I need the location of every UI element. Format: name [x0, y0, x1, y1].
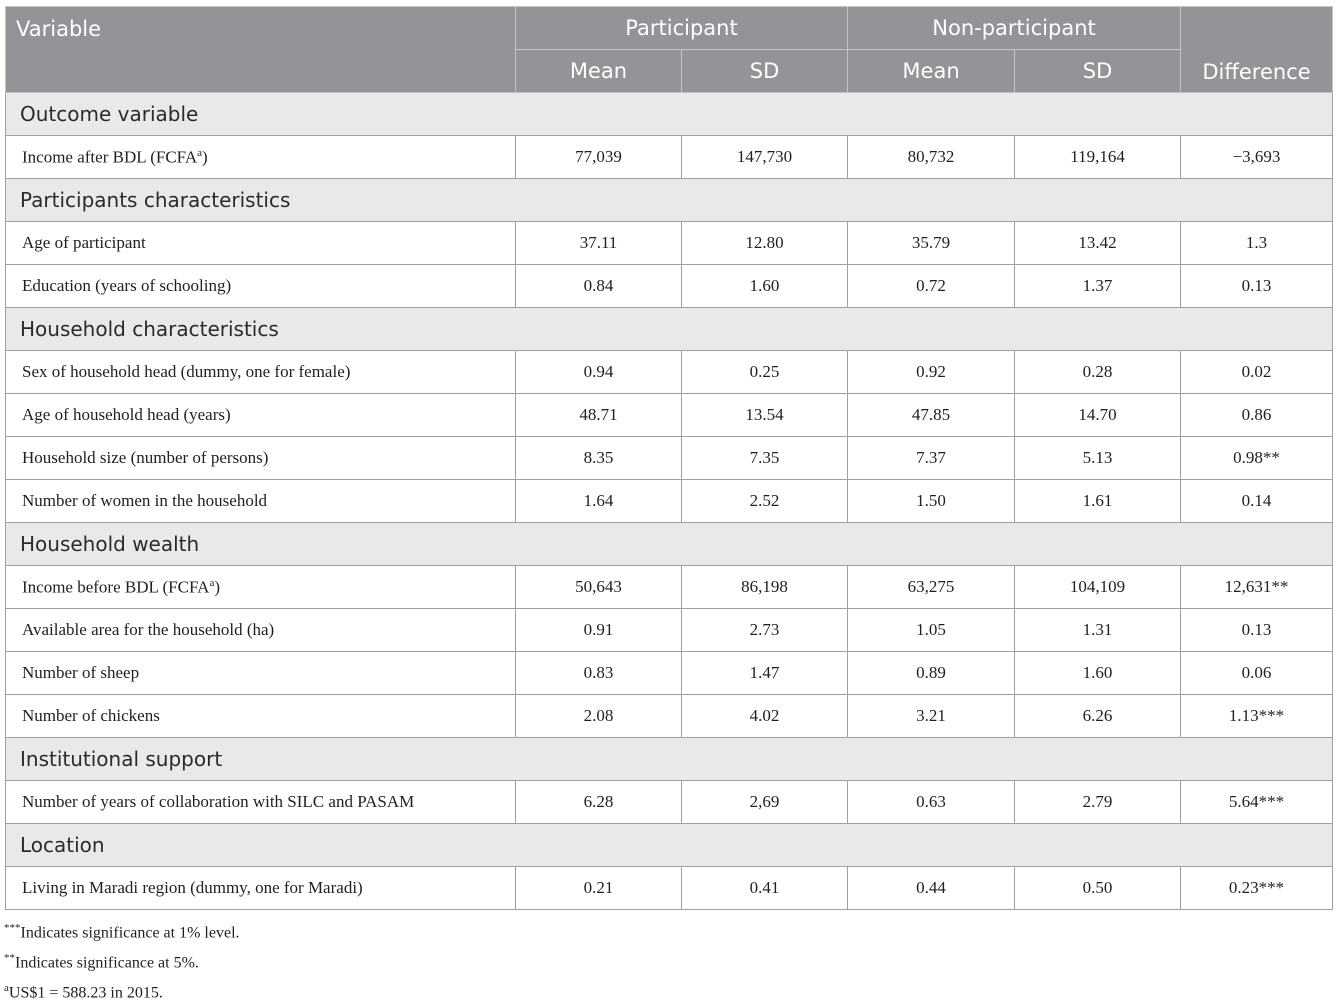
- row-label-text: Number of sheep: [22, 663, 140, 682]
- participant-sd-cell: 0.25: [682, 351, 848, 394]
- footnote: [4, 976, 240, 1005]
- non-participant-mean-cell: 47.85: [848, 394, 1015, 437]
- section-title: Household characteristics: [6, 308, 1333, 351]
- table-row: [6, 437, 1333, 480]
- table-row: [6, 867, 1333, 910]
- participant-mean-cell: 0.91: [516, 609, 682, 652]
- row-label-text: Number of women in the household: [22, 491, 268, 510]
- participant-mean-cell: 0.84: [516, 265, 682, 308]
- table-row: [6, 695, 1333, 738]
- row-label: [6, 351, 516, 394]
- non-participant-sd-cell: 6.26: [1015, 695, 1181, 738]
- section-title: Participants characteristics: [6, 179, 1333, 222]
- participant-mean-cell: 48.71: [516, 394, 682, 437]
- participant-sd-cell: 2.52: [682, 480, 848, 523]
- section-row: [6, 93, 1333, 136]
- non-participant-sd-cell: 1.31: [1015, 609, 1181, 652]
- non-participant-mean-cell: 80,732: [848, 136, 1015, 179]
- participant-mean-cell: 1.64: [516, 480, 682, 523]
- table-row: [6, 136, 1333, 179]
- header-difference: Difference: [1181, 7, 1333, 93]
- non-participant-sd-cell: 1.37: [1015, 265, 1181, 308]
- section-row: [6, 179, 1333, 222]
- table-row: [6, 394, 1333, 437]
- header-participant: Participant: [516, 7, 848, 50]
- participant-mean-cell: 8.35: [516, 437, 682, 480]
- participant-sd-cell: 2,69: [682, 781, 848, 824]
- participant-sd-cell: 13.54: [682, 394, 848, 437]
- section-title: Household wealth: [6, 523, 1333, 566]
- difference-cell: 5.64***: [1181, 781, 1333, 824]
- table-row: [6, 609, 1333, 652]
- row-label: [6, 867, 516, 910]
- participant-sd-cell: 0.41: [682, 867, 848, 910]
- table-row: [6, 652, 1333, 695]
- non-participant-mean-cell: 3.21: [848, 695, 1015, 738]
- section-row: [6, 824, 1333, 867]
- non-participant-mean-cell: 63,275: [848, 566, 1015, 609]
- section-row: [6, 523, 1333, 566]
- non-participant-sd-cell: 0.50: [1015, 867, 1181, 910]
- non-participant-mean-cell: 1.05: [848, 609, 1015, 652]
- non-participant-sd-cell: 5.13: [1015, 437, 1181, 480]
- row-label: [6, 437, 516, 480]
- summary-statistics-table: [5, 6, 1333, 910]
- difference-cell: 12,631**: [1181, 566, 1333, 609]
- row-label: [6, 695, 516, 738]
- table-row: [6, 222, 1333, 265]
- participant-sd-cell: 2.73: [682, 609, 848, 652]
- footnote-text: Indicates significance at 1% level.: [20, 924, 240, 942]
- footnote-mark: a: [4, 981, 9, 994]
- row-label-text: Age of household head (years): [22, 405, 231, 424]
- section-title: Institutional support: [6, 738, 1333, 781]
- participant-sd-cell: 86,198: [682, 566, 848, 609]
- row-label: [6, 480, 516, 523]
- footnote-text: US$1 = 588.23 in 2015.: [8, 983, 163, 1001]
- table-footnotes: [4, 916, 240, 1005]
- table-row: [6, 781, 1333, 824]
- difference-cell: 0.13: [1181, 609, 1333, 652]
- section-row: [6, 738, 1333, 781]
- row-label-text: Age of participant: [22, 233, 146, 252]
- footnote-text: Indicates significance at 5%.: [15, 954, 199, 972]
- table-row: [6, 351, 1333, 394]
- participant-sd-cell: 1.47: [682, 652, 848, 695]
- table-row: [6, 265, 1333, 308]
- section-row: [6, 308, 1333, 351]
- row-label: [6, 781, 516, 824]
- participant-mean-cell: 2.08: [516, 695, 682, 738]
- non-participant-mean-cell: 0.44: [848, 867, 1015, 910]
- section-title: Outcome variable: [6, 93, 1333, 136]
- row-label-text: Available area for the household (ha): [22, 620, 275, 639]
- footnote: [4, 916, 240, 946]
- row-label-text: Number of chickens: [22, 706, 160, 725]
- row-label: [6, 394, 516, 437]
- non-participant-mean-cell: 0.92: [848, 351, 1015, 394]
- table-row: [6, 566, 1333, 609]
- participant-mean-cell: 50,643: [516, 566, 682, 609]
- header-non-participant-mean: Mean: [848, 50, 1015, 93]
- table-row: [6, 480, 1333, 523]
- participant-mean-cell: 37.11: [516, 222, 682, 265]
- non-participant-sd-cell: 14.70: [1015, 394, 1181, 437]
- difference-cell: 0.23***: [1181, 867, 1333, 910]
- non-participant-sd-cell: 0.28: [1015, 351, 1181, 394]
- footnote-mark: ***: [4, 922, 21, 934]
- non-participant-sd-cell: 13.42: [1015, 222, 1181, 265]
- non-participant-mean-cell: 0.72: [848, 265, 1015, 308]
- header-participant-mean: Mean: [516, 50, 682, 93]
- row-label: [6, 265, 516, 308]
- difference-cell: 0.06: [1181, 652, 1333, 695]
- header-variable: Variable: [6, 7, 516, 93]
- row-label-text: Sex of household head (dummy, one for female): [22, 362, 351, 381]
- non-participant-sd-cell: 1.60: [1015, 652, 1181, 695]
- header-non-participant-sd: SD: [1015, 50, 1181, 93]
- difference-cell: 0.86: [1181, 394, 1333, 437]
- participant-sd-cell: 1.60: [682, 265, 848, 308]
- row-label-text: Household size (number of persons): [22, 448, 269, 467]
- difference-cell: 0.13: [1181, 265, 1333, 308]
- difference-cell: 0.14: [1181, 480, 1333, 523]
- footnote-mark: **: [4, 951, 15, 964]
- non-participant-sd-cell: 104,109: [1015, 566, 1181, 609]
- participant-sd-cell: 12.80: [682, 222, 848, 265]
- participant-sd-cell: 4.02: [682, 695, 848, 738]
- row-label-text-end: ): [214, 577, 220, 597]
- difference-cell: −3,693: [1181, 136, 1333, 179]
- row-label-text: Living in Maradi region (dummy, one for Maradi): [22, 878, 363, 897]
- footnote-marker: a: [197, 146, 203, 159]
- participant-mean-cell: 6.28: [516, 781, 682, 824]
- row-label-text: Education (years of schooling): [22, 276, 232, 295]
- header-participant-sd: SD: [682, 50, 848, 93]
- footnote: [4, 946, 240, 976]
- difference-cell: 0.02: [1181, 351, 1333, 394]
- table-body: [6, 93, 1333, 910]
- participant-mean-cell: 0.94: [516, 351, 682, 394]
- non-participant-mean-cell: 7.37: [848, 437, 1015, 480]
- footnote-marker: a: [209, 576, 215, 589]
- non-participant-mean-cell: 0.89: [848, 652, 1015, 695]
- difference-cell: 1.3: [1181, 222, 1333, 265]
- difference-cell: 1.13***: [1181, 695, 1333, 738]
- difference-cell: 0.98**: [1181, 437, 1333, 480]
- row-label-text-end: ): [202, 147, 208, 167]
- participant-sd-cell: 147,730: [682, 136, 848, 179]
- table-header: [6, 7, 1333, 93]
- row-label: [6, 222, 516, 265]
- participant-mean-cell: 0.83: [516, 652, 682, 695]
- row-label: [6, 652, 516, 695]
- participant-mean-cell: 0.21: [516, 867, 682, 910]
- non-participant-mean-cell: 35.79: [848, 222, 1015, 265]
- non-participant-sd-cell: 2.79: [1015, 781, 1181, 824]
- row-label: [6, 136, 516, 179]
- non-participant-mean-cell: 0.63: [848, 781, 1015, 824]
- row-label: [6, 566, 516, 609]
- non-participant-sd-cell: 119,164: [1015, 136, 1181, 179]
- row-label-text: Income before BDL (FCFA: [22, 577, 210, 597]
- participant-mean-cell: 77,039: [516, 136, 682, 179]
- header-non-participant: Non-participant: [848, 7, 1181, 50]
- row-label-text: Number of years of collaboration with SILC and PASAM: [22, 792, 415, 811]
- row-label-text: Income after BDL (FCFA: [22, 147, 198, 167]
- non-participant-sd-cell: 1.61: [1015, 480, 1181, 523]
- non-participant-mean-cell: 1.50: [848, 480, 1015, 523]
- participant-sd-cell: 7.35: [682, 437, 848, 480]
- section-title: Location: [6, 824, 1333, 867]
- row-label: [6, 609, 516, 652]
